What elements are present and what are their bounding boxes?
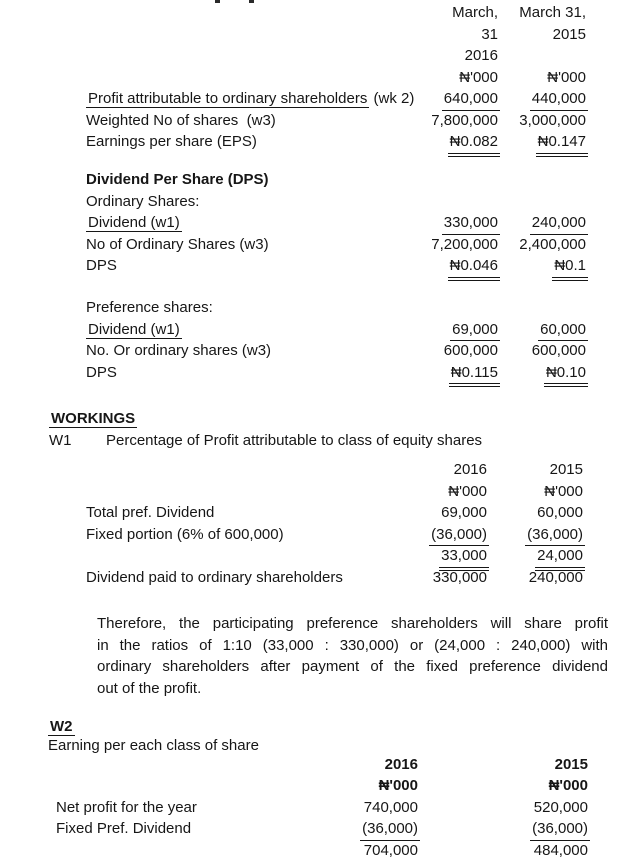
working-2-table (0, 754, 618, 860)
value-2016: (36,000) (429, 524, 489, 547)
table-header-row (0, 24, 618, 46)
row-label: Fixed Pref. Dividend (56, 820, 192, 837)
working-1-heading (0, 430, 618, 452)
currency-unit-label: ₦'000 (459, 68, 498, 86)
value-2015: 60,000 (537, 504, 583, 521)
value-2016: 600,000 (443, 342, 498, 359)
table-row (0, 502, 618, 524)
subheading: Ordinary Shares: (86, 192, 200, 210)
column-header-2016: 2016 (464, 47, 498, 64)
note-line: in the ratios of 1:10 (33,000 : 330,000) or (24,000 : 240,000) with (97, 636, 608, 654)
value-2016: 69,000 (441, 504, 487, 521)
table-row (0, 255, 618, 277)
column-header-2016: 2016 (384, 755, 418, 773)
note-line: Therefore, the participating preference shareholders will share profit (97, 615, 608, 632)
value-2015: 240,000 (528, 568, 583, 586)
dps-preference-section (0, 297, 618, 383)
table-header-row (0, 459, 618, 481)
row-label: Profit attributable to ordinary shareholders (wk 2) (88, 90, 415, 107)
row-label: Fixed portion (6% of 600,000) (86, 525, 284, 543)
value-2015: (36,000) (530, 818, 590, 841)
table-row (0, 234, 618, 256)
table-row (0, 524, 618, 546)
value-2016: (36,000) (360, 818, 420, 841)
value-2015: 520,000 (533, 798, 588, 816)
value-2016: 640,000 (442, 88, 500, 111)
value-2016: 33,000 (439, 545, 489, 571)
value-2015: ₦0.10 (544, 362, 588, 388)
table-row (0, 212, 618, 234)
currency-unit-label: ₦'000 (378, 777, 418, 794)
table-row (0, 319, 618, 341)
table-row (0, 567, 618, 589)
row-label: Dividend (w1) (88, 214, 180, 231)
working-ref: W1 (49, 431, 72, 449)
table-row (0, 362, 618, 384)
table-unit-row (0, 775, 618, 797)
row-label: Earnings per share (EPS) (86, 133, 257, 150)
value-2015: 484,000 (532, 840, 590, 860)
value-2015: 3,000,000 (519, 111, 586, 129)
table-row (0, 545, 618, 567)
table-row (0, 110, 618, 132)
subheading-row (0, 191, 618, 213)
value-2015: 24,000 (535, 545, 585, 571)
value-2016: 740,000 (363, 798, 418, 816)
table-header-row (0, 2, 618, 24)
column-header-2015: 2015 (552, 25, 586, 43)
working-title: Percentage of Profit attributable to class of equity shares (106, 431, 483, 449)
section-heading: Dividend Per Share (DPS) (86, 171, 269, 188)
working-1-note (97, 613, 608, 699)
value-2016: ₦0.046 (448, 255, 500, 281)
currency-unit-label: ₦'000 (448, 482, 487, 500)
workings-heading: WORKINGS (51, 410, 136, 427)
column-header-2016: 31 (481, 25, 498, 43)
value-2015: 240,000 (530, 212, 588, 235)
row-label: Net profit for the year (56, 798, 197, 816)
subheading: Preference shares: (86, 299, 213, 316)
workings-section-title (0, 408, 618, 430)
eps-table (0, 2, 618, 153)
column-header-2015: 2015 (549, 461, 583, 478)
row-label: Total pref. Dividend (86, 504, 215, 521)
table-unit-row (0, 67, 618, 89)
note-line: ordinary shareholders after payment of the fixed preference dividend (97, 658, 608, 675)
value-2015: (36,000) (525, 524, 585, 547)
row-label: Dividend paid to ordinary shareholders (86, 568, 343, 586)
column-header-2015: March 31, (519, 4, 586, 21)
table-header-row (0, 754, 618, 776)
currency-unit-label: ₦'000 (547, 68, 586, 86)
value-2016: 330,000 (442, 212, 500, 235)
row-label: Dividend (w1) (88, 320, 180, 338)
column-header-2016: March, (452, 4, 498, 21)
row-label: No. Or ordinary shares (w3) (86, 342, 272, 359)
table-header-row (0, 45, 618, 67)
subheading-row (0, 297, 618, 319)
value-2015: 440,000 (530, 88, 588, 111)
row-label: No of Ordinary Shares (w3) (86, 235, 269, 253)
table-row (0, 131, 618, 153)
table-row (0, 818, 618, 840)
value-2015: 600,000 (531, 342, 586, 359)
column-header-2015: 2015 (554, 755, 588, 773)
note-line: out of the profit. (97, 679, 202, 697)
value-2016: 7,800,000 (431, 111, 498, 129)
column-header-2016: 2016 (453, 461, 487, 478)
value-2015: 60,000 (538, 319, 588, 342)
value-2015: ₦0.147 (536, 131, 588, 157)
value-2016: ₦0.082 (448, 131, 500, 157)
working-ref: W2 (50, 718, 73, 735)
table-row (0, 88, 618, 110)
row-label: Weighted No of shares (w3) (86, 111, 276, 129)
table-unit-row (0, 481, 618, 503)
value-2016: 704,000 (362, 840, 420, 860)
row-label: DPS (86, 363, 117, 381)
value-2016: 69,000 (450, 319, 500, 342)
table-row (0, 797, 618, 819)
section-heading-row (0, 169, 618, 191)
value-2016: ₦0.115 (449, 362, 500, 388)
value-2015: ₦0.1 (552, 255, 588, 281)
row-label: DPS (86, 257, 117, 274)
currency-unit-label: ₦'000 (544, 482, 583, 500)
dps-ordinary-section (0, 169, 618, 277)
value-2016: 330,000 (432, 568, 487, 586)
table-row (0, 840, 618, 860)
currency-unit-label: ₦'000 (548, 777, 588, 794)
table-row (0, 340, 618, 362)
value-2016: 7,200,000 (431, 235, 498, 253)
working-1-table (0, 459, 618, 588)
value-2015: 2,400,000 (519, 235, 586, 253)
working-title: Earning per each class of share (48, 736, 259, 754)
